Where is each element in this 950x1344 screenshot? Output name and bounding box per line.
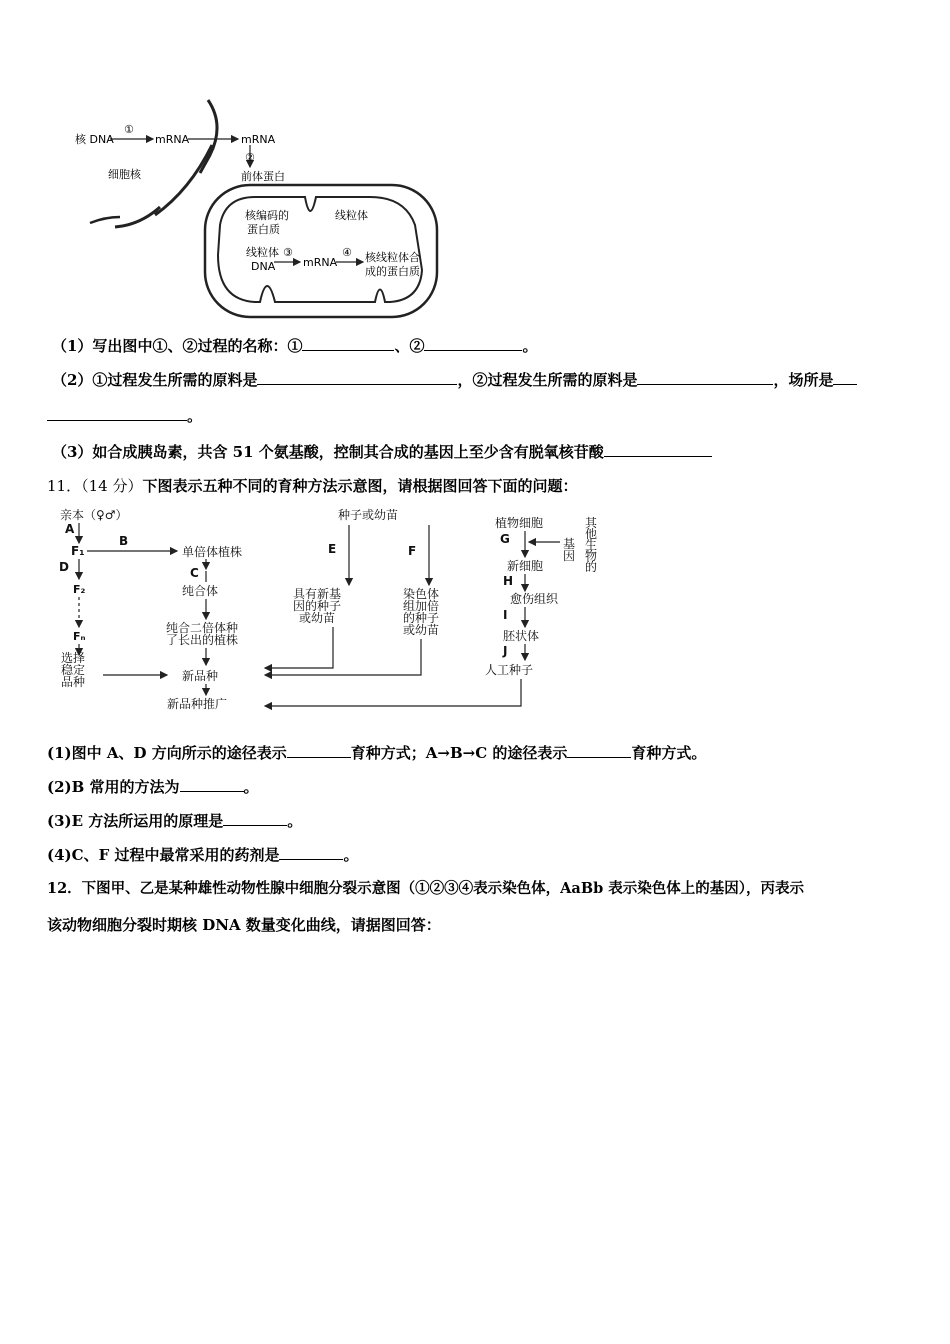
q11-part-2: (2)B 常用的方法为 。 (47, 778, 259, 796)
diagram-label: B (119, 534, 129, 548)
q10-part-3: （3）如合成胰岛素，共含 51 个氨基酸，控制其合成的基因上至少含有脱氧核苷酸 (52, 442, 712, 462)
diagram-label: 组加倍 (403, 599, 440, 613)
answer-blank[interactable] (302, 336, 394, 351)
q11-part-4: (4)C、F 过程中最常采用的药剂是 。 (47, 846, 359, 864)
label-mito-dna-1: 线粒体 (246, 246, 279, 259)
diagram-label: 稳定 (61, 663, 86, 677)
answer-blank[interactable] (257, 370, 457, 385)
flow-arrow (265, 627, 333, 668)
diagram-label: 纯合体 (182, 584, 219, 598)
label-step-4: ④ (342, 246, 352, 259)
diagram-label: 植物细胞 (495, 516, 544, 530)
diagram-label: 因 (563, 549, 576, 563)
answer-blank[interactable] (567, 743, 631, 758)
diagram-label: C (190, 566, 199, 580)
q12-stem-line-1: 12．下图甲、乙是某种雄性动物性腺中细胞分裂示意图（①②③④表示染色体，AaBb 表示染色体上的基因），丙表示 (47, 880, 805, 897)
q11-part-1: (1)图中 A、D 方向所示的途径表示 育种方式；A→B→C 的途径表示 育种方式。 (47, 744, 707, 762)
diagram-label: Fₙ (73, 630, 86, 643)
diagram-label: 或幼苗 (403, 623, 440, 637)
diagram-label: 或幼苗 (299, 611, 336, 625)
diagram-label: H (503, 574, 514, 588)
diagram-label: 因的种子 (293, 599, 342, 613)
q10-part-1: （1）写出图中①、②过程的名称：① 、② 。 (52, 337, 538, 355)
label-mito-protein-1: 核线粒体合 (365, 251, 420, 264)
label-mrna-b: mRNA (241, 133, 276, 146)
diagram-label: 选择 (61, 651, 86, 665)
answer-blank[interactable] (424, 336, 522, 351)
label-mrna-c: mRNA (303, 256, 338, 269)
label-nuclear-encoded-2: 蛋白质 (247, 223, 280, 236)
q11-stem: 11．（14 分）下图表示五种不同的育种方法示意图，请根据图回答下面的问题： (47, 477, 578, 495)
diagram-label: G (500, 532, 510, 546)
diagram-label: 生 (585, 538, 598, 552)
diagram-label: D (59, 560, 69, 574)
label-mitochondrion: 线粒体 (335, 209, 368, 222)
label-step-1: ① (124, 123, 134, 136)
diagram-label: 纯合二倍体种 (166, 621, 239, 635)
q11-number: 11．（14 分） (47, 477, 143, 495)
flow-arrow (265, 679, 521, 706)
diagram-label: F₁ (71, 544, 85, 558)
diagram-label: 亲本（♀♂） (60, 508, 128, 522)
label-nucleus: 细胞核 (108, 168, 141, 181)
diagram-label: 的种子 (403, 611, 440, 625)
gene-expression-diagram (60, 95, 450, 325)
q10-part-2: （2）①过程发生所需的原料是 ，②过程发生所需的原料是 ，场所是 (52, 370, 857, 390)
diagram-label: 物 (585, 549, 598, 563)
diagram-label: 单倍体植株 (182, 545, 243, 559)
label-mito-protein-2: 成的蛋白质 (365, 265, 420, 278)
answer-blank[interactable] (279, 845, 343, 860)
diagram-label: 其 (585, 516, 598, 530)
label-mrna-a: mRNA (155, 133, 190, 146)
q10-part-2-cont: 。 (47, 406, 202, 426)
answer-blank[interactable] (47, 406, 187, 421)
diagram-label: 新品种推广 (167, 697, 228, 711)
diagram-label: 具有新基 (293, 587, 342, 601)
breeding-methods-diagram (55, 505, 615, 720)
diagram-label: F (408, 544, 417, 558)
answer-blank[interactable] (287, 743, 351, 758)
diagram-label: I (503, 608, 508, 622)
diagram-label: 人工种子 (485, 663, 534, 677)
q12-stem-line-2: 该动物细胞分裂时期核 DNA 数量变化曲线，请据图回答： (47, 916, 441, 934)
diagram-label: 的 (585, 560, 598, 574)
diagram-label: A (65, 522, 75, 536)
diagram-label: J (503, 644, 508, 658)
flow-arrow (265, 639, 421, 675)
answer-blank[interactable] (833, 370, 857, 385)
label-mito-dna-2: DNA (251, 260, 276, 273)
diagram-label: 种子或幼苗 (338, 508, 399, 522)
answer-blank[interactable] (223, 811, 287, 826)
label-nuclear-encoded-1: 核编码的 (245, 209, 289, 222)
diagram-label: 品种 (61, 675, 86, 689)
diagram-label: 新品种 (182, 669, 219, 683)
diagram-label: 胚状体 (503, 629, 540, 643)
diagram-label: E (328, 542, 337, 556)
diagram-label: 愈伤组织 (510, 592, 559, 606)
label-nuclear-dna: 核 DNA (75, 133, 114, 146)
diagram-label: 了长出的植株 (166, 633, 239, 647)
q11-part-3: (3)E 方法所运用的原理是 。 (47, 812, 303, 830)
label-precursor-protein: 前体蛋白 (241, 170, 285, 183)
label-step-3: ③ (283, 246, 293, 259)
diagram-label: 他 (585, 527, 598, 541)
answer-blank[interactable] (604, 442, 712, 457)
diagram-label: 基 (563, 537, 576, 551)
answer-blank[interactable] (637, 370, 773, 385)
diagram-label: 染色体 (403, 587, 440, 601)
answer-blank[interactable] (180, 777, 244, 792)
diagram-label: 新细胞 (507, 559, 544, 573)
diagram-label: F₂ (73, 583, 86, 596)
label-step-2: ② (245, 151, 255, 164)
